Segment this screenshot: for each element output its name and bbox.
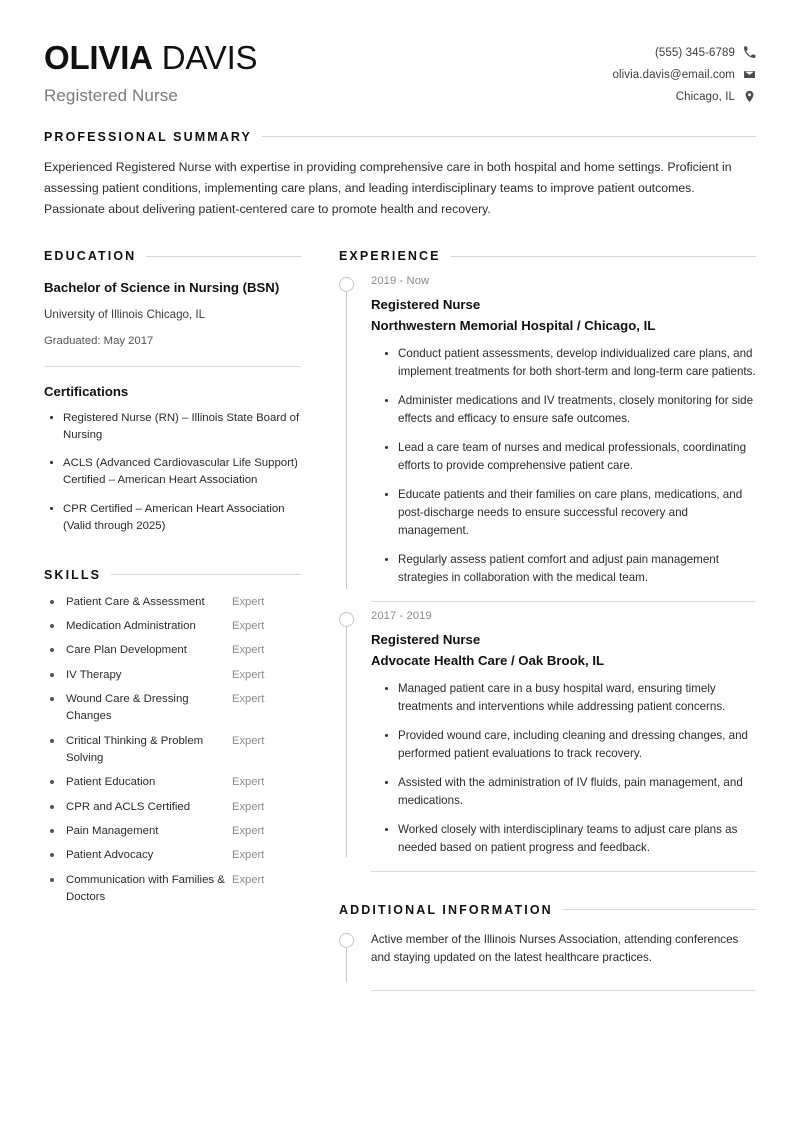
education-graduated: Graduated: May 2017 bbox=[44, 334, 154, 347]
summary-heading-row bbox=[44, 130, 756, 144]
skill-name: Wound Care & Dressing Changes bbox=[66, 693, 189, 723]
list-item bbox=[44, 594, 301, 611]
candidate-name bbox=[44, 40, 257, 77]
experience-dates: 2017 - 2019 bbox=[371, 610, 432, 623]
skill-level: Expert bbox=[232, 693, 265, 706]
resume-columns bbox=[44, 249, 756, 991]
list-item bbox=[44, 847, 301, 864]
additional-divider bbox=[371, 990, 756, 991]
contact-phone-text: (555) 345-6789 bbox=[654, 46, 735, 59]
list-item: Registered Nurse (RN) – Illinois State Board of Nursing bbox=[44, 410, 301, 444]
skill-name: Patient Advocacy bbox=[66, 849, 154, 862]
contact-location-text: Chicago, IL bbox=[675, 90, 735, 103]
experience-heading-rule bbox=[451, 256, 756, 257]
certifications-list bbox=[44, 410, 301, 535]
additional-text: Active member of the Illinois Nurses Association, attending conferences and staying updated on the latest healthcare practices. bbox=[371, 932, 739, 965]
map-pin-icon bbox=[743, 90, 756, 103]
skill-name: Communication with Families & Doctors bbox=[66, 873, 225, 904]
list-item: Assisted with the administration of IV fluids, pain management, and medications. bbox=[385, 774, 756, 810]
envelope-icon bbox=[743, 68, 756, 81]
certifications-heading: Certifications bbox=[44, 384, 129, 400]
education-heading: EDUCATION bbox=[44, 249, 137, 264]
experience-role: Registered Nurse bbox=[371, 297, 481, 313]
skill-name: Medication Administration bbox=[66, 620, 196, 633]
additional-heading-rule bbox=[563, 909, 756, 910]
right-column bbox=[339, 249, 756, 991]
list-item bbox=[44, 667, 301, 684]
experience-item bbox=[339, 267, 756, 587]
list-item bbox=[44, 691, 301, 726]
skill-level: Expert bbox=[232, 825, 265, 838]
experience-role: Registered Nurse bbox=[371, 632, 481, 648]
contact-email[interactable] bbox=[612, 68, 756, 81]
resume-header bbox=[44, 40, 756, 106]
skill-level: Expert bbox=[232, 776, 265, 789]
skill-name: CPR and ACLS Certified bbox=[66, 800, 191, 813]
experience-company: Northwestern Memorial Hospital / Chicago, IL bbox=[371, 318, 656, 334]
list-item: Regularly assess patient comfort and adjust pain management strategies in collaboration with the medical team. bbox=[385, 551, 756, 587]
experience-heading-row bbox=[339, 249, 756, 263]
additional-heading-row bbox=[339, 903, 756, 917]
list-item bbox=[44, 872, 301, 907]
list-item: Conduct patient assessments, develop individualized care plans, and implement treatments for both short-term and long-term care patients. bbox=[385, 345, 756, 381]
timeline-marker-icon bbox=[339, 933, 354, 948]
experience-list bbox=[339, 267, 756, 871]
list-item bbox=[44, 642, 301, 659]
phone-icon bbox=[743, 46, 756, 59]
skill-name: Patient Care & Assessment bbox=[66, 595, 205, 608]
list-item: Managed patient care in a busy hospital ward, ensuring timely treatments and interventions while addressing patient concerns. bbox=[385, 680, 756, 716]
skill-level: Expert bbox=[232, 644, 265, 657]
skills-heading-row bbox=[44, 568, 301, 582]
experience-heading: EXPERIENCE bbox=[339, 249, 441, 264]
contact-phone[interactable] bbox=[655, 46, 756, 59]
education-entry bbox=[44, 279, 301, 349]
list-item bbox=[44, 823, 301, 840]
experience-bullets bbox=[371, 345, 756, 587]
list-item bbox=[44, 618, 301, 635]
timeline-marker-icon bbox=[339, 277, 354, 292]
list-item: Educate patients and their families on care plans, medications, and post-discharge needs to ensure successful recovery and management. bbox=[385, 486, 756, 540]
summary-heading: PROFESSIONAL SUMMARY bbox=[44, 129, 252, 144]
section-education bbox=[44, 249, 301, 534]
additional-heading: ADDITIONAL INFORMATION bbox=[339, 902, 553, 917]
education-degree: Bachelor of Science in Nursing (BSN) bbox=[44, 280, 280, 296]
list-item: Administer medications and IV treatments, closely monitoring for side effects and efficacy to ensure safe outcomes. bbox=[385, 392, 756, 428]
list-item: CPR Certified – American Heart Association (Valid through 2025) bbox=[44, 501, 301, 535]
skill-name: Patient Education bbox=[66, 776, 156, 789]
skills-heading: SKILLS bbox=[44, 567, 102, 582]
list-item bbox=[44, 733, 301, 768]
skills-list bbox=[44, 594, 301, 907]
skill-name: Pain Management bbox=[66, 825, 159, 838]
summary-heading-rule bbox=[262, 136, 756, 137]
contact-block bbox=[612, 40, 756, 103]
section-experience bbox=[339, 249, 756, 871]
experience-item bbox=[339, 602, 756, 857]
timeline-track bbox=[346, 612, 347, 857]
section-additional-information bbox=[339, 903, 756, 991]
skill-level: Expert bbox=[232, 800, 265, 813]
skill-name: IV Therapy bbox=[66, 668, 122, 681]
education-school: University of Illinois Chicago, IL bbox=[44, 307, 206, 321]
list-item: Lead a care team of nurses and medical professionals, coordinating efforts to provide comprehensive patient care. bbox=[385, 439, 756, 475]
education-heading-row bbox=[44, 249, 301, 263]
timeline-track bbox=[346, 277, 347, 589]
identity-block bbox=[44, 40, 257, 106]
skill-name: Care Plan Development bbox=[66, 644, 187, 657]
additional-item bbox=[339, 931, 756, 968]
summary-body: Experienced Registered Nurse with expertise in providing comprehensive care in both hospital and home settings. Proficient in assessing patient conditions, implementing care plans, and leading interdisciplinary teams to improve patient outcomes. Passionate about delivering patient-centered care to promote health and recovery. bbox=[44, 159, 732, 217]
list-item: ACLS (Advanced Cardiovascular Life Support) Certified – American Heart Association bbox=[44, 455, 301, 489]
left-column bbox=[44, 249, 301, 913]
list-item: Provided wound care, including cleaning and dressing changes, and performed patient evaluations to track recovery. bbox=[385, 727, 756, 763]
skill-level: Expert bbox=[232, 620, 265, 633]
education-divider bbox=[44, 366, 301, 367]
skill-level: Expert bbox=[232, 595, 265, 608]
skill-level: Expert bbox=[232, 734, 265, 747]
first-name: OLIVIA bbox=[44, 39, 153, 76]
section-skills bbox=[44, 568, 301, 907]
timeline-marker-icon bbox=[339, 612, 354, 627]
list-item bbox=[44, 799, 301, 816]
contact-email-text: olivia.davis@email.com bbox=[612, 68, 735, 81]
experience-divider-bottom bbox=[371, 871, 756, 872]
experience-bullets bbox=[371, 680, 756, 857]
experience-dates: 2019 - Now bbox=[371, 275, 430, 288]
skill-name: Critical Thinking & Problem Solving bbox=[66, 734, 204, 765]
education-heading-rule bbox=[146, 256, 301, 257]
list-item bbox=[44, 774, 301, 791]
contact-location bbox=[676, 90, 756, 103]
section-professional-summary bbox=[44, 130, 756, 220]
skill-level: Expert bbox=[232, 849, 265, 862]
skill-level: Expert bbox=[232, 873, 265, 886]
candidate-job-title: Registered Nurse bbox=[44, 85, 178, 105]
experience-company: Advocate Health Care / Oak Brook, IL bbox=[371, 653, 605, 669]
skill-level: Expert bbox=[232, 668, 265, 681]
skills-heading-rule bbox=[111, 574, 301, 575]
list-item: Worked closely with interdisciplinary teams to adjust care plans as needed based on patient progress and feedback. bbox=[385, 821, 756, 857]
last-name: DAVIS bbox=[161, 39, 258, 76]
